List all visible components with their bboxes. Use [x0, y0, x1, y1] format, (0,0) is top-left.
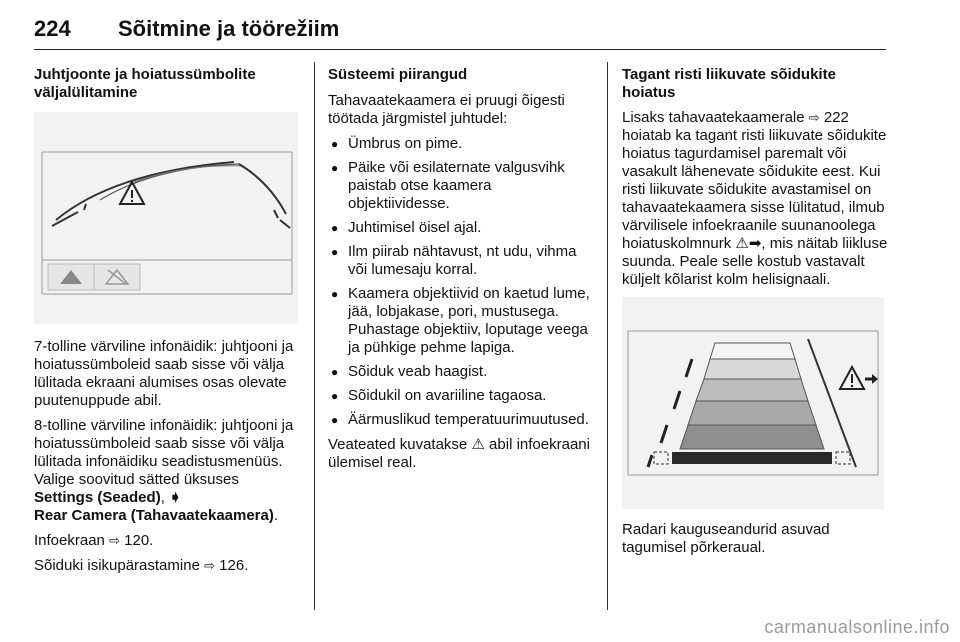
warning-paragraph	[328, 436, 594, 472]
rear-camera-menu-label: Rear Camera (Tahavaatekaamera)	[34, 507, 274, 524]
column-divider	[607, 62, 608, 610]
list-item: ● Päike või esilaternate valgusvihk paistab otse kaamera objektiividesse.	[328, 159, 594, 213]
paragraph-8-inch	[34, 417, 298, 525]
column-2	[328, 66, 594, 479]
reference-label: Sõiduki isikupärastamine	[34, 557, 205, 574]
reference-page: 222	[823, 109, 849, 126]
paragraph-8-inch-text: 8-tolline värviline infonäidik: juhtjooni ja hoiatussümboleid saab sisse või välja lülitada infonäidiku seadistusmenüüs. Valige soovitud sätted üksuses	[34, 417, 294, 488]
list-item: ● Ilm piirab nähtavust, nt udu, vihma või lumesaju korral.	[328, 243, 594, 279]
list-item: ● Sõidukil on avariiline tagaosa.	[328, 387, 594, 405]
menu-arrow-icon: ➧	[169, 489, 182, 506]
page-reference-icon: ⇨	[204, 558, 215, 573]
sentence-end: .	[273, 507, 279, 524]
camera-guideline-figure	[34, 112, 298, 324]
intro-paragraph: Tahavaatekaamera ei pruugi õigesti töötada järgmistel juhtudel:	[328, 92, 565, 127]
cross-reference-personalization	[34, 557, 298, 575]
page-header	[34, 14, 886, 50]
column-divider	[314, 62, 315, 610]
paragraph-7-inch: 7-tolline värviline infonäidik: juhtjooni ja hoiatussümboleid saab sisse või välja lülitada ekraani alumises osas olevate puutenuppude abil.	[34, 338, 294, 409]
rear-camera-display-illustration	[34, 112, 298, 324]
cross-traffic-figure	[622, 297, 884, 509]
warning-text: abil infoekraani ülemisel real.	[328, 436, 590, 471]
page-reference-icon: ⇨	[109, 533, 120, 548]
warning-triangle-icon: ⚠	[471, 436, 485, 453]
list-item: ● Juhtimisel öisel ajal.	[328, 219, 594, 237]
cross-traffic-paragraph	[622, 109, 890, 289]
cross-reference-infoekraan	[34, 532, 298, 550]
chapter-title: Sõitmine ja töörežiim	[118, 16, 340, 41]
reference-label: Infoekraan	[34, 532, 110, 549]
figure-caption: Radari kauguseandurid asuvad tagumisel põrkeraual.	[622, 521, 830, 556]
list-item: ● Ümbrus on pime.	[328, 135, 594, 153]
column-3	[622, 66, 890, 564]
section-title: Tagant risti liikuvate sõidukite hoiatus	[622, 66, 836, 101]
settings-menu-label: Settings (Seaded)	[34, 489, 161, 506]
list-item: ● Äärmuslikud temperatuurimuutused.	[328, 411, 594, 429]
reference-page: 126.	[219, 557, 249, 574]
column-1	[34, 66, 298, 582]
separator: ,	[160, 489, 170, 506]
warning-triangle-arrow-icon: ⚠➡	[735, 235, 762, 252]
page-number: 224	[34, 16, 71, 41]
section-heading: Süsteemi piirangud	[328, 66, 468, 83]
watermark: carmanualsonline.info	[764, 617, 950, 637]
cross-traffic-display-illustration	[622, 297, 884, 509]
paragraph-text: hoiatab ka tagant risti liikuvate sõidukite hoiatus tagurdamisel paremalt või vasakult lähenevate sõidukite eest. Kui risti liikuvate sõidukite avastamisel on tahavaatekaamera sisse lülitatud, ilmub värvilisele infoekraanile suunanoolega hoiatuskolmnurk	[622, 127, 887, 252]
paragraph-text: , mis näitab liikluse suunda. Peale selle kostub vastavalt küljelt kõlarist kolm helisignaali.	[622, 235, 888, 288]
list-item: ● Kaamera objektiivid on kaetud lume, jää, lobjakase, pori, mustusega. Puhastage objektiiv, loputage veega ja pühkige pehme lapiga.	[328, 285, 594, 357]
warning-text: Veateated kuvatakse	[328, 436, 472, 453]
paragraph-text: Lisaks tahavaatekaamerale	[622, 109, 809, 126]
section-heading: Juhtjoonte ja hoiatussümbolite väljalülitamine	[34, 66, 256, 101]
list-item: ● Sõiduk veab haagist.	[328, 363, 594, 381]
limitations-list	[328, 135, 594, 429]
reference-page: 120.	[124, 532, 154, 549]
page-reference-icon: ⇨	[808, 110, 820, 125]
